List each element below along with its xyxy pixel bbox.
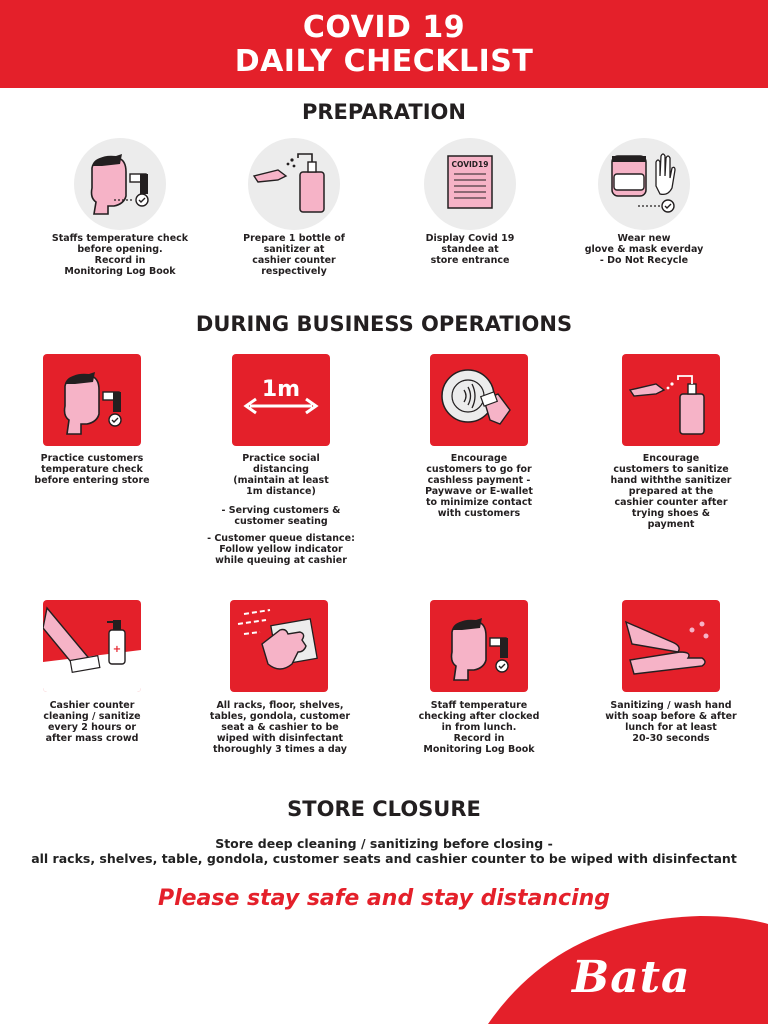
closure-line-2: all racks, shelves, table, gondola, customer seats and cashier counter to be wiped with disinfectant [31,851,737,866]
prep-caption-2: Prepare 1 bottle of sanitizer at cashier counter respectively [243,233,345,277]
ops-caption-5: Cashier counter cleaning / sanitize every 2 hours or after mass crowd [43,700,141,744]
standee-label: COVID19 [451,160,489,169]
ops-caption-2b: - Serving customers & customer seating [221,505,341,527]
closure-line-1: Store deep cleaning / sanitizing before closing - [215,836,553,851]
header-title-line2: DAILY CHECKLIST [234,44,534,79]
distance-label: 1m [261,377,301,402]
closure-heading: STORE CLOSURE [287,797,481,821]
svg-text:+: + [112,644,122,655]
ops-caption-3: Encourage customers to go for cashless payment - Paywave or E-wallet to minimize contact with customers [425,453,533,519]
prep-caption-1: Staffs temperature check before opening. Record in Monitoring Log Book [51,233,189,277]
ops-caption-7: Staff temperature checking after clocked in from lunch. Record in Monitoring Log Book [418,700,540,755]
brand-logo: Bata [572,952,691,1003]
prep-caption-3: Display Covid 19 standee at store entrance [425,233,515,266]
ops-caption-8: Sanitizing / wash hand with soap before & after lunch for at least 20-30 seconds [605,700,737,744]
preparation-heading: PREPARATION [302,100,466,124]
ops-caption-2c: - Customer queue distance: Follow yellow indicator while queuing at cashier [207,533,355,566]
ops-caption-2: Practice social distancing (maintain at least 1m distance) [233,453,329,497]
prep-caption-4: Wear new glove & mask everday - Do Not Recycle [584,233,704,266]
ops-caption-6: All racks, floor, shelves, tables, gondola, customer seat a & cashier to be wiped with disinfectant thoroughly 3 times a day [209,700,351,755]
ops-caption-4: Encourage customers to sanitize hand withthe sanitizer prepared at the cashier counter after trying shoes & payment [610,453,732,530]
ops-caption-1: Practice customers temperature check before entering store [34,453,150,486]
operations-heading: DURING BUSINESS OPERATIONS [195,312,573,336]
header-title-line1: COVID 19 [302,10,466,45]
slogan: Please stay safe and stay distancing [157,886,611,911]
